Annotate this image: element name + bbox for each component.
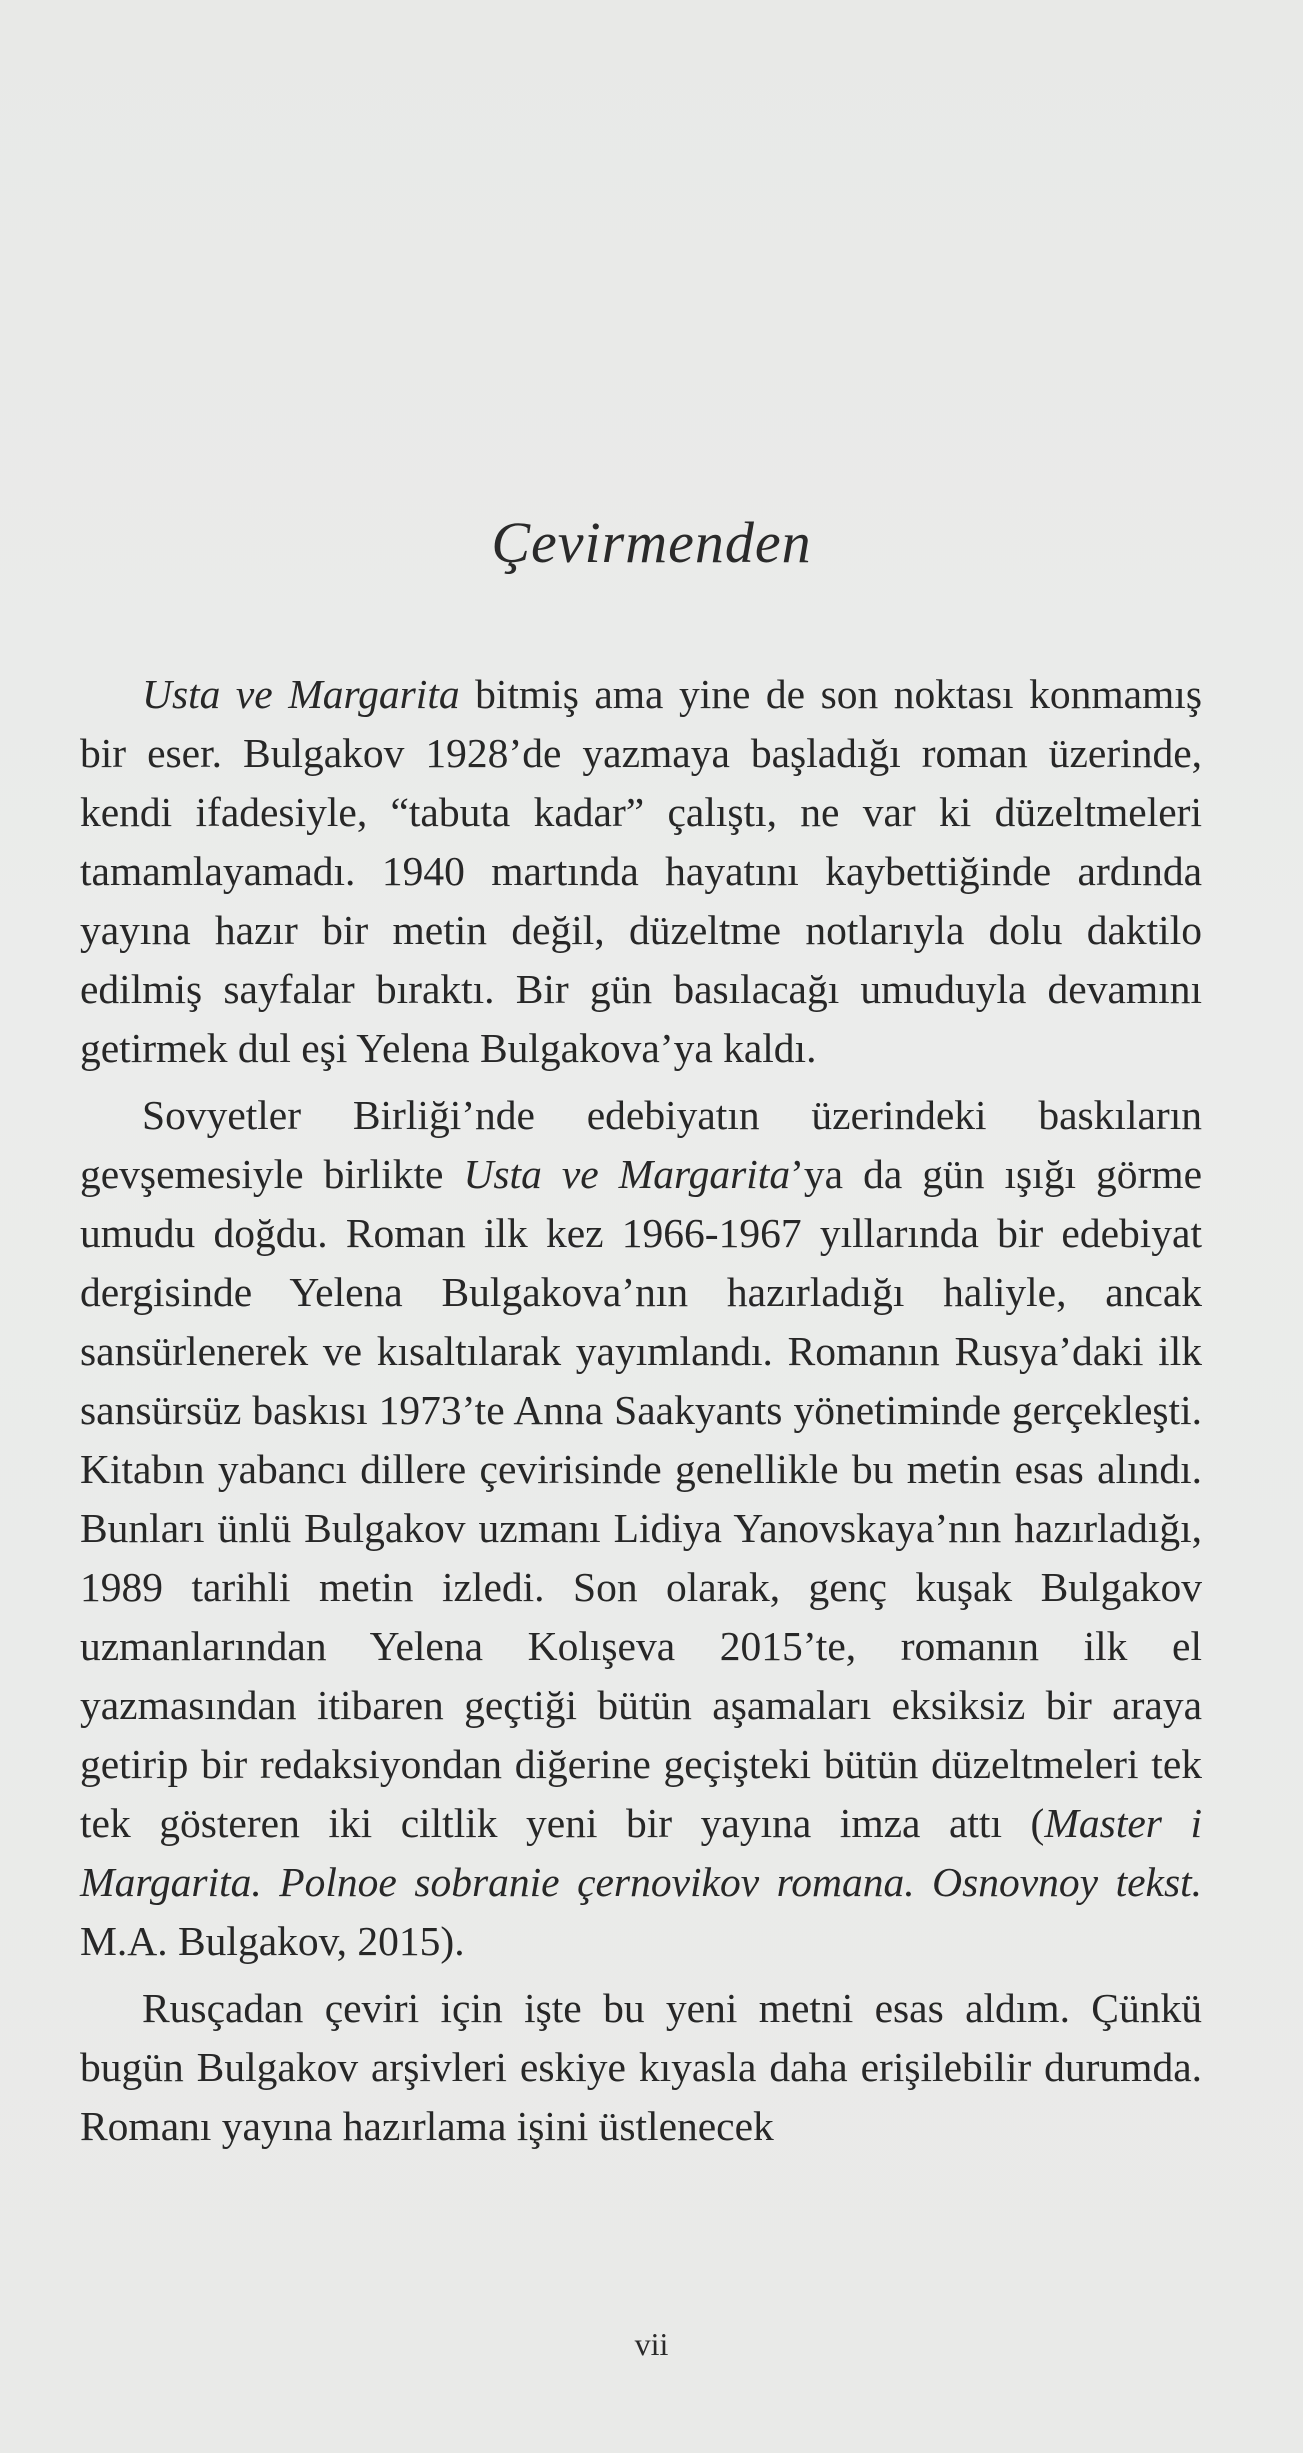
text-run: bitmiş ama yine de son noktası konmamış bir eser. Bulgakov 1928’de yazmaya başladığı roman üzerinde, kendi ifadesiyle, “tabuta kadar” çalıştı, ne var ki düzeltmeleri tamamlayamadı. 1940 martında hayatını kaybettiğinde ardında yayına hazır bir metin değil, düzeltme notlarıyla dolu daktilo edilmiş sayfalar bıraktı. Bir gün basılacağı umuduyla devamını getirmek dul eşi Yelena Bulgakova’ya kaldı. — [80, 671, 1202, 1071]
paragraph-1 — [80, 665, 1202, 1078]
italic-title: Usta ve Margarita — [463, 1151, 791, 1197]
text-run: M.A. Bulgakov, 2015). — [80, 1918, 465, 1964]
chapter-title: Çevirmenden — [491, 510, 812, 575]
italic-citation: Master i Margarita. Polnoe sobranie çernovikov romana. Osnovnoy tekst. — [80, 1800, 1202, 1905]
text-run: Sovyetler Birliği’nde edebiyatın üzerindeki baskıların gevşemesiyle birlikte — [80, 1092, 1202, 1197]
text-run: ’ya da gün ışığı görme umudu doğdu. Roman ilk kez 1966-1967 yıllarında bir edebiyat dergisinde Yelena Bulgakova’nın hazırladığı haliyle, ancak sansürlenerek ve kısaltılarak yayımlandı. Romanın Rusya’daki ilk sansürsüz baskısı 1973’te Anna Saakyants yönetiminde gerçekleşti. Kitabın yabancı dillere çevirisinde genellikle bu metin esas alındı. Bunları ünlü Bulgakov uzmanı Lidiya Yanovskaya’nın hazırladığı, 1989 tarihli metin izledi. Son olarak, genç kuşak Bulgakov uzmanlarından Yelena Kolışeva 2015’te, romanın ilk el yazmasından itibaren geçtiği bütün aşamaları eksiksiz bir araya getirip bir redaksiyondan diğerine geçişteki bütün düzeltmeleri tek tek gösteren iki ciltlik yeni bir yayına imza attı ( — [80, 1151, 1202, 1846]
paragraph-3 — [80, 1979, 1202, 2156]
italic-title: Usta ve Margarita — [142, 671, 460, 717]
page-number: vii — [634, 2326, 669, 2362]
body-text — [80, 665, 1202, 2156]
text-run: Rusçadan çeviri için işte bu yeni metni esas aldım. Çünkü bugün Bulgakov arşivleri eskiye kıyasla daha erişilebilir durumda. Romanı yayına hazırlama işini üstlenecek — [80, 1985, 1202, 2149]
paragraph-2 — [80, 1086, 1202, 1971]
